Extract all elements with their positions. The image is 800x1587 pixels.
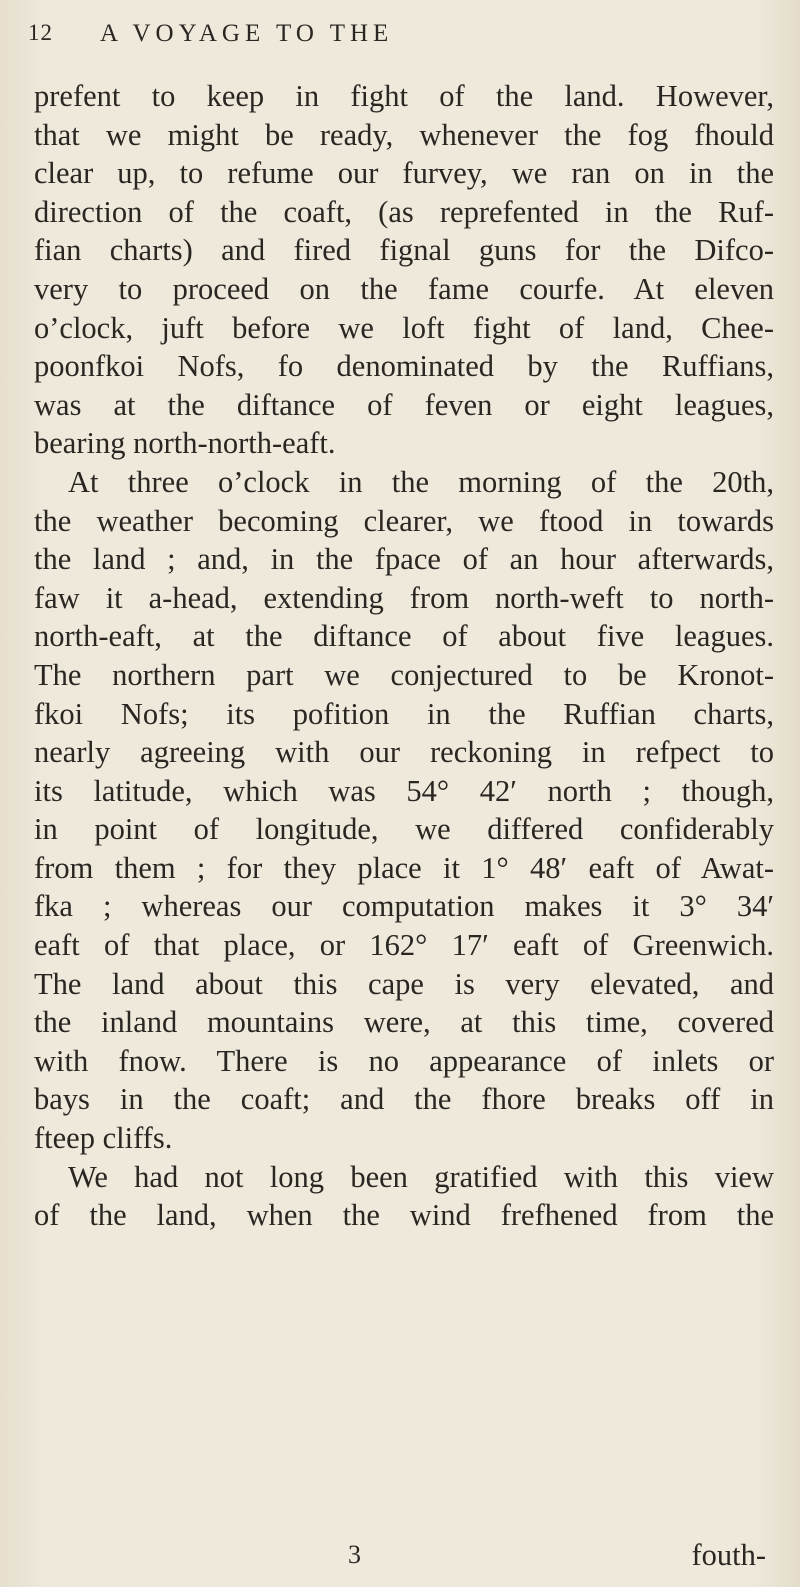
text-line: The northern part we conjectured to be Kronot- (34, 657, 774, 692)
text-line: from them ; for they place it 1° 48′ eaft of Awat- (34, 850, 774, 885)
text-line: that we might be ready, whenever the fog fhould (34, 117, 774, 152)
text-line: direction of the coaft, (as reprefented in the Ruf- (34, 194, 774, 229)
text-line: fkoi Nofs; its pofition in the Ruffian charts, (34, 696, 774, 731)
text-line: with fnow. There is no appearance of inlets or (34, 1043, 774, 1078)
page-footer (34, 1538, 774, 1584)
text-line: north-eaft, at the diftance of about five leagues. (34, 619, 774, 654)
text-line: was at the diftance of feven or eight leagues, (34, 387, 774, 422)
text-line: At three o’clock in the morning of the 20th, (68, 464, 774, 499)
text-line: poonfkoi Nofs, fo denominated by the Ruffians, (34, 349, 774, 384)
text-line: fteep cliffs. (34, 1121, 173, 1156)
text-line: The land about this cape is very elevated, and (34, 966, 774, 1001)
text-line: of the land, when the wind frefhened from the (34, 1198, 774, 1233)
text-line: nearly agreeing with our reckoning in refpect to (34, 735, 774, 770)
text-line: its latitude, which was 54° 42′ north ; though, (34, 773, 774, 808)
page-number: 12 (28, 20, 53, 45)
text-line: bays in the coaft; and the fhore breaks off in (34, 1082, 774, 1117)
text-line: very to proceed on the fame courfe. At eleven (34, 271, 774, 306)
text-line: in point of longitude, we differed confiderably (34, 812, 774, 847)
body-text (34, 77, 774, 1235)
catchword: fouth- (691, 1538, 766, 1572)
running-title: A VOYAGE TO THE (100, 20, 394, 47)
text-line: prefent to keep in fight of the land. However, (34, 79, 774, 113)
text-line: o’clock, juft before we loft fight of land, Chee- (34, 310, 774, 345)
text-line: fka ; whereas our computation makes it 3° 34′ (34, 889, 774, 924)
text-line: the inland mountains were, at this time, covered (34, 1005, 774, 1040)
text-line: the land ; and, in the fpace of an hour afterwards, (34, 542, 774, 577)
running-head (28, 20, 588, 60)
text-line: We had not long been gratified with this view (68, 1159, 774, 1194)
signature-mark: 3 (348, 1540, 361, 1569)
text-line: bearing north-north-eaft. (34, 426, 336, 461)
text-line: clear up, to refume our furvey, we ran on in the (34, 156, 774, 191)
text-line: faw it a-head, extending from north-weft to north- (34, 580, 774, 615)
text-line: eaft of that place, or 162° 17′ eaft of Greenwich. (34, 928, 774, 963)
text-line: the weather becoming clearer, we ftood in towards (34, 503, 774, 538)
text-line: fian charts) and fired fignal guns for the Difco- (34, 233, 774, 268)
